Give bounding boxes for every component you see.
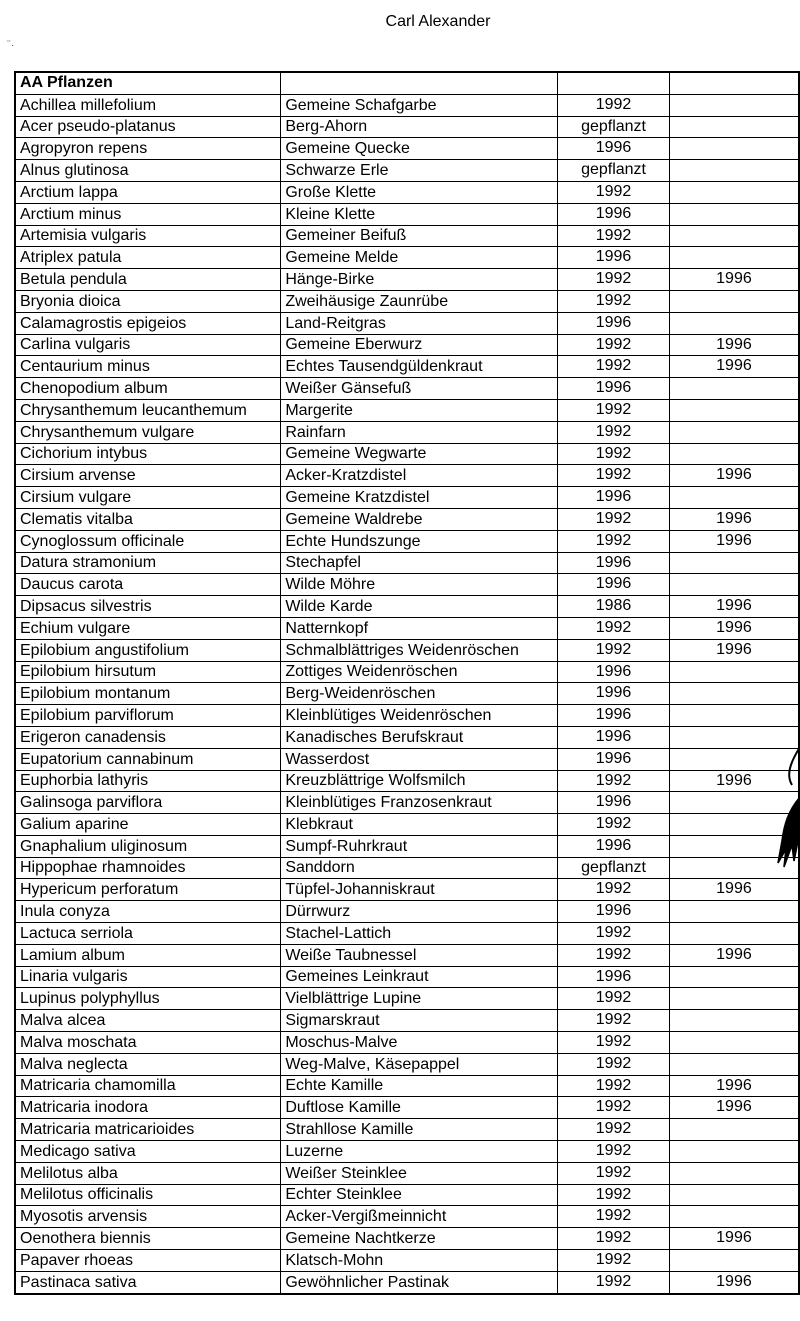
german-name-cell: Gemeine Eberwurz <box>281 334 558 356</box>
latin-name-cell: Chenopodium album <box>15 378 281 400</box>
latin-name-cell: Arctium minus <box>15 203 281 225</box>
latin-name-cell: Galium aparine <box>15 814 281 836</box>
edge-doodle <box>776 745 800 875</box>
year-2-cell: 1996 <box>669 1097 799 1119</box>
year-1-cell: 1992 <box>558 356 670 378</box>
latin-name-cell: Agropyron repens <box>15 138 281 160</box>
german-name-cell: Dürrwurz <box>281 901 558 923</box>
latin-name-cell: Euphorbia lathyris <box>15 770 281 792</box>
table-row <box>15 421 799 443</box>
german-name-cell: Land-Reitgras <box>281 312 558 334</box>
table-row <box>15 1010 799 1032</box>
year-2-cell <box>669 116 799 138</box>
table-row <box>15 1053 799 1075</box>
year-1-cell: 1992 <box>558 1032 670 1054</box>
year-2-cell <box>669 225 799 247</box>
table-row <box>15 661 799 683</box>
german-name-cell: Sigmarskraut <box>281 1010 558 1032</box>
page-header: Carl Alexander <box>385 13 491 30</box>
table-row <box>15 705 799 727</box>
latin-name-cell: Oenothera biennis <box>15 1228 281 1250</box>
table-row <box>15 203 799 225</box>
german-name-cell: Gemeine Schafgarbe <box>281 94 558 116</box>
latin-name-cell: Cirsium vulgare <box>15 487 281 509</box>
table-row <box>15 596 799 618</box>
german-name-cell: Gewöhnlicher Pastinak <box>281 1271 558 1293</box>
year-2-cell <box>669 1053 799 1075</box>
latin-name-cell: Epilobium montanum <box>15 683 281 705</box>
year-1-cell: 1992 <box>558 1250 670 1272</box>
table-row <box>15 465 799 487</box>
latin-name-cell: Alnus glutinosa <box>15 160 281 182</box>
year-1-cell: 1996 <box>558 748 670 770</box>
german-name-cell: Rainfarn <box>281 421 558 443</box>
german-name-cell: Duftlose Kamille <box>281 1097 558 1119</box>
latin-name-cell: Melilotus alba <box>15 1162 281 1184</box>
table-row <box>15 116 799 138</box>
latin-name-cell: Epilobium parviflorum <box>15 705 281 727</box>
year-1-cell: 1992 <box>558 639 670 661</box>
year-2-cell: 1996 <box>669 465 799 487</box>
latin-name-cell: Bryonia dioica <box>15 290 281 312</box>
german-name-cell: Wilde Möhre <box>281 574 558 596</box>
latin-name-cell: Echium vulgare <box>15 617 281 639</box>
year-2-cell <box>669 1032 799 1054</box>
table-row <box>15 923 799 945</box>
year-2-cell <box>669 552 799 574</box>
latin-name-cell: Myosotis arvensis <box>15 1206 281 1228</box>
year-1-cell: 1992 <box>558 181 670 203</box>
year-2-cell <box>669 487 799 509</box>
german-name-cell: Tüpfel-Johanniskraut <box>281 879 558 901</box>
year-1-cell: 1992 <box>558 1271 670 1293</box>
german-name-cell: Weg-Malve, Käsepappel <box>281 1053 558 1075</box>
year-2-cell <box>669 1141 799 1163</box>
year-1-cell: 1992 <box>558 988 670 1010</box>
table-row <box>15 334 799 356</box>
latin-name-cell: Chrysanthemum leucanthemum <box>15 399 281 421</box>
table-row <box>15 508 799 530</box>
year-2-cell: 1996 <box>669 530 799 552</box>
year-1-cell: 1992 <box>558 1141 670 1163</box>
year-1-cell: 1986 <box>558 596 670 618</box>
latin-name-cell: Clematis vitalba <box>15 508 281 530</box>
heading-empty-cell <box>558 72 670 94</box>
year-2-cell: 1996 <box>669 356 799 378</box>
year-1-cell: 1996 <box>558 247 670 269</box>
german-name-cell: Kreuzblättrige Wolfsmilch <box>281 770 558 792</box>
table-row <box>15 94 799 116</box>
year-1-cell: 1992 <box>558 94 670 116</box>
year-2-cell <box>669 203 799 225</box>
german-name-cell: Gemeiner Beifuß <box>281 225 558 247</box>
latin-name-cell: Malva neglecta <box>15 1053 281 1075</box>
german-name-cell: Kanadisches Berufskraut <box>281 726 558 748</box>
year-2-cell <box>669 705 799 727</box>
year-1-cell: 1996 <box>558 661 670 683</box>
year-1-cell: 1992 <box>558 814 670 836</box>
year-2-cell: 1996 <box>669 1271 799 1293</box>
german-name-cell: Echtes Tausendgüldenkraut <box>281 356 558 378</box>
german-name-cell: Große Klette <box>281 181 558 203</box>
table-row <box>15 181 799 203</box>
heading-empty-cell <box>669 72 799 94</box>
table-row <box>15 966 799 988</box>
year-2-cell: 1996 <box>669 879 799 901</box>
german-name-cell: Echter Steinklee <box>281 1184 558 1206</box>
latin-name-cell: Matricaria inodora <box>15 1097 281 1119</box>
year-1-cell: 1992 <box>558 617 670 639</box>
german-name-cell: Klatsch-Mohn <box>281 1250 558 1272</box>
latin-name-cell: Inula conyza <box>15 901 281 923</box>
scan-speck: ⁻. <box>6 38 15 49</box>
year-1-cell: 1996 <box>558 203 670 225</box>
year-1-cell: 1992 <box>558 944 670 966</box>
german-name-cell: Stachel-Lattich <box>281 923 558 945</box>
year-2-cell: 1996 <box>669 508 799 530</box>
table-row <box>15 1206 799 1228</box>
latin-name-cell: Epilobium angustifolium <box>15 639 281 661</box>
year-2-cell <box>669 181 799 203</box>
german-name-cell: Natternkopf <box>281 617 558 639</box>
latin-name-cell: Gnaphalium uliginosum <box>15 835 281 857</box>
species-table-body <box>15 72 799 1294</box>
year-2-cell: 1996 <box>669 1075 799 1097</box>
latin-name-cell: Cynoglossum officinale <box>15 530 281 552</box>
section-title: AA Pflanzen <box>15 72 281 94</box>
german-name-cell: Gemeines Leinkraut <box>281 966 558 988</box>
year-1-cell: 1992 <box>558 399 670 421</box>
latin-name-cell: Eupatorium cannabinum <box>15 748 281 770</box>
year-2-cell: 1996 <box>669 334 799 356</box>
german-name-cell: Margerite <box>281 399 558 421</box>
table-row <box>15 1271 799 1293</box>
table-row <box>15 1228 799 1250</box>
year-2-cell <box>669 923 799 945</box>
year-2-cell <box>669 138 799 160</box>
year-1-cell: 1992 <box>558 290 670 312</box>
latin-name-cell: Daucus carota <box>15 574 281 596</box>
year-2-cell <box>669 1010 799 1032</box>
year-1-cell: 1996 <box>558 683 670 705</box>
latin-name-cell: Artemisia vulgaris <box>15 225 281 247</box>
latin-name-cell: Calamagrostis epigeios <box>15 312 281 334</box>
year-2-cell <box>669 421 799 443</box>
species-table <box>14 71 800 1295</box>
german-name-cell: Berg-Weidenröschen <box>281 683 558 705</box>
table-row <box>15 487 799 509</box>
year-1-cell: 1996 <box>558 574 670 596</box>
latin-name-cell: Dipsacus silvestris <box>15 596 281 618</box>
year-1-cell: 1996 <box>558 835 670 857</box>
year-2-cell <box>669 443 799 465</box>
year-1-cell: 1992 <box>558 334 670 356</box>
german-name-cell: Schmalblättriges Weidenröschen <box>281 639 558 661</box>
german-name-cell: Echte Kamille <box>281 1075 558 1097</box>
table-row <box>15 1075 799 1097</box>
year-1-cell: 1996 <box>558 792 670 814</box>
year-2-cell <box>669 312 799 334</box>
year-1-cell: 1992 <box>558 923 670 945</box>
table-heading-row <box>15 72 799 94</box>
german-name-cell: Sanddorn <box>281 857 558 879</box>
table-row <box>15 814 799 836</box>
year-1-cell: 1992 <box>558 1053 670 1075</box>
year-1-cell: 1996 <box>558 901 670 923</box>
year-2-cell <box>669 378 799 400</box>
latin-name-cell: Malva moschata <box>15 1032 281 1054</box>
latin-name-cell: Hippophae rhamnoides <box>15 857 281 879</box>
table-row <box>15 748 799 770</box>
latin-name-cell: Galinsoga parviflora <box>15 792 281 814</box>
latin-name-cell: Lupinus polyphyllus <box>15 988 281 1010</box>
german-name-cell: Acker-Kratzdistel <box>281 465 558 487</box>
table-row <box>15 617 799 639</box>
german-name-cell: Sumpf-Ruhrkraut <box>281 835 558 857</box>
german-name-cell: Weißer Gänsefuß <box>281 378 558 400</box>
table-row <box>15 356 799 378</box>
table-row <box>15 770 799 792</box>
table-row <box>15 1032 799 1054</box>
year-1-cell: 1992 <box>558 465 670 487</box>
latin-name-cell: Achillea millefolium <box>15 94 281 116</box>
heading-empty-cell <box>281 72 558 94</box>
german-name-cell: Kleinblütiges Weidenröschen <box>281 705 558 727</box>
table-row <box>15 138 799 160</box>
german-name-cell: Acker-Vergißmeinnicht <box>281 1206 558 1228</box>
german-name-cell: Hänge-Birke <box>281 269 558 291</box>
year-1-cell: 1996 <box>558 378 670 400</box>
year-2-cell <box>669 901 799 923</box>
german-name-cell: Gemeine Nachtkerze <box>281 1228 558 1250</box>
german-name-cell: Gemeine Kratzdistel <box>281 487 558 509</box>
latin-name-cell: Betula pendula <box>15 269 281 291</box>
german-name-cell: Weißer Steinklee <box>281 1162 558 1184</box>
table-row <box>15 835 799 857</box>
latin-name-cell: Datura stramonium <box>15 552 281 574</box>
year-1-cell: gepflanzt <box>558 857 670 879</box>
table-row <box>15 1184 799 1206</box>
german-name-cell: Klebkraut <box>281 814 558 836</box>
year-1-cell: 1992 <box>558 421 670 443</box>
year-1-cell: 1992 <box>558 1075 670 1097</box>
latin-name-cell: Matricaria matricarioides <box>15 1119 281 1141</box>
table-row <box>15 378 799 400</box>
table-row <box>15 443 799 465</box>
table-row <box>15 530 799 552</box>
latin-name-cell: Melilotus officinalis <box>15 1184 281 1206</box>
year-1-cell: 1992 <box>558 508 670 530</box>
year-2-cell <box>669 290 799 312</box>
german-name-cell: Gemeine Quecke <box>281 138 558 160</box>
year-2-cell <box>669 94 799 116</box>
latin-name-cell: Erigeron canadensis <box>15 726 281 748</box>
latin-name-cell: Lactuca serriola <box>15 923 281 945</box>
german-name-cell: Berg-Ahorn <box>281 116 558 138</box>
year-1-cell: 1992 <box>558 1228 670 1250</box>
latin-name-cell: Arctium lappa <box>15 181 281 203</box>
latin-name-cell: Carlina vulgaris <box>15 334 281 356</box>
year-2-cell <box>669 1119 799 1141</box>
year-1-cell: 1992 <box>558 1162 670 1184</box>
year-1-cell: 1992 <box>558 443 670 465</box>
year-2-cell <box>669 988 799 1010</box>
table-row <box>15 879 799 901</box>
german-name-cell: Weiße Taubnessel <box>281 944 558 966</box>
year-2-cell: 1996 <box>669 269 799 291</box>
year-1-cell: 1996 <box>558 138 670 160</box>
german-name-cell: Gemeine Waldrebe <box>281 508 558 530</box>
german-name-cell: Zweihäusige Zaunrübe <box>281 290 558 312</box>
year-1-cell: 1992 <box>558 1119 670 1141</box>
latin-name-cell: Matricaria chamomilla <box>15 1075 281 1097</box>
year-1-cell: 1996 <box>558 705 670 727</box>
year-2-cell <box>669 247 799 269</box>
latin-name-cell: Pastinaca sativa <box>15 1271 281 1293</box>
latin-name-cell: Atriplex patula <box>15 247 281 269</box>
latin-name-cell: Cirsium arvense <box>15 465 281 487</box>
year-2-cell <box>669 966 799 988</box>
german-name-cell: Gemeine Wegwarte <box>281 443 558 465</box>
year-1-cell: 1992 <box>558 530 670 552</box>
year-1-cell: 1992 <box>558 770 670 792</box>
table-row <box>15 639 799 661</box>
german-name-cell: Stechapfel <box>281 552 558 574</box>
latin-name-cell: Papaver rhoeas <box>15 1250 281 1272</box>
german-name-cell: Gemeine Melde <box>281 247 558 269</box>
year-2-cell <box>669 399 799 421</box>
latin-name-cell: Linaria vulgaris <box>15 966 281 988</box>
year-2-cell <box>669 683 799 705</box>
table-row <box>15 683 799 705</box>
table-row <box>15 290 799 312</box>
german-name-cell: Kleinblütiges Franzosenkraut <box>281 792 558 814</box>
table-row <box>15 574 799 596</box>
latin-name-cell: Malva alcea <box>15 1010 281 1032</box>
table-row <box>15 726 799 748</box>
year-1-cell: 1992 <box>558 1097 670 1119</box>
latin-name-cell: Centaurium minus <box>15 356 281 378</box>
year-1-cell: 1992 <box>558 1206 670 1228</box>
german-name-cell: Luzerne <box>281 1141 558 1163</box>
table-row <box>15 857 799 879</box>
german-name-cell: Wasserdost <box>281 748 558 770</box>
year-1-cell: 1996 <box>558 966 670 988</box>
german-name-cell: Wilde Karde <box>281 596 558 618</box>
year-1-cell: gepflanzt <box>558 116 670 138</box>
table-row <box>15 399 799 421</box>
latin-name-cell: Chrysanthemum vulgare <box>15 421 281 443</box>
latin-name-cell: Hypericum perforatum <box>15 879 281 901</box>
year-2-cell <box>669 661 799 683</box>
german-name-cell: Echte Hundszunge <box>281 530 558 552</box>
year-2-cell: 1996 <box>669 944 799 966</box>
table-row <box>15 225 799 247</box>
table-row <box>15 792 799 814</box>
year-1-cell: gepflanzt <box>558 160 670 182</box>
latin-name-cell: Epilobium hirsutum <box>15 661 281 683</box>
table-row <box>15 1162 799 1184</box>
table-row <box>15 1119 799 1141</box>
year-1-cell: 1996 <box>558 552 670 574</box>
latin-name-cell: Lamium album <box>15 944 281 966</box>
year-1-cell: 1992 <box>558 225 670 247</box>
german-name-cell: Zottiges Weidenröschen <box>281 661 558 683</box>
german-name-cell: Moschus-Malve <box>281 1032 558 1054</box>
year-1-cell: 1992 <box>558 269 670 291</box>
year-2-cell <box>669 160 799 182</box>
year-2-cell <box>669 1162 799 1184</box>
year-2-cell <box>669 574 799 596</box>
year-2-cell: 1996 <box>669 770 799 792</box>
table-row <box>15 1250 799 1272</box>
table-row <box>15 1141 799 1163</box>
year-1-cell: 1996 <box>558 487 670 509</box>
year-2-cell <box>669 1184 799 1206</box>
german-name-cell: Kleine Klette <box>281 203 558 225</box>
latin-name-cell: Acer pseudo-platanus <box>15 116 281 138</box>
latin-name-cell: Cichorium intybus <box>15 443 281 465</box>
german-name-cell: Vielblättrige Lupine <box>281 988 558 1010</box>
year-1-cell: 1992 <box>558 1184 670 1206</box>
table-row <box>15 901 799 923</box>
latin-name-cell: Medicago sativa <box>15 1141 281 1163</box>
year-2-cell: 1996 <box>669 639 799 661</box>
year-1-cell: 1992 <box>558 1010 670 1032</box>
table-row <box>15 1097 799 1119</box>
table-row <box>15 988 799 1010</box>
table-row <box>15 160 799 182</box>
table-row <box>15 312 799 334</box>
year-2-cell: 1996 <box>669 1228 799 1250</box>
table-row <box>15 552 799 574</box>
year-2-cell: 1996 <box>669 617 799 639</box>
year-2-cell <box>669 1250 799 1272</box>
table-row <box>15 247 799 269</box>
german-name-cell: Schwarze Erle <box>281 160 558 182</box>
year-1-cell: 1996 <box>558 312 670 334</box>
year-2-cell <box>669 1206 799 1228</box>
table-row <box>15 269 799 291</box>
year-1-cell: 1996 <box>558 726 670 748</box>
year-2-cell: 1996 <box>669 596 799 618</box>
table-row <box>15 944 799 966</box>
year-1-cell: 1992 <box>558 879 670 901</box>
german-name-cell: Strahllose Kamille <box>281 1119 558 1141</box>
